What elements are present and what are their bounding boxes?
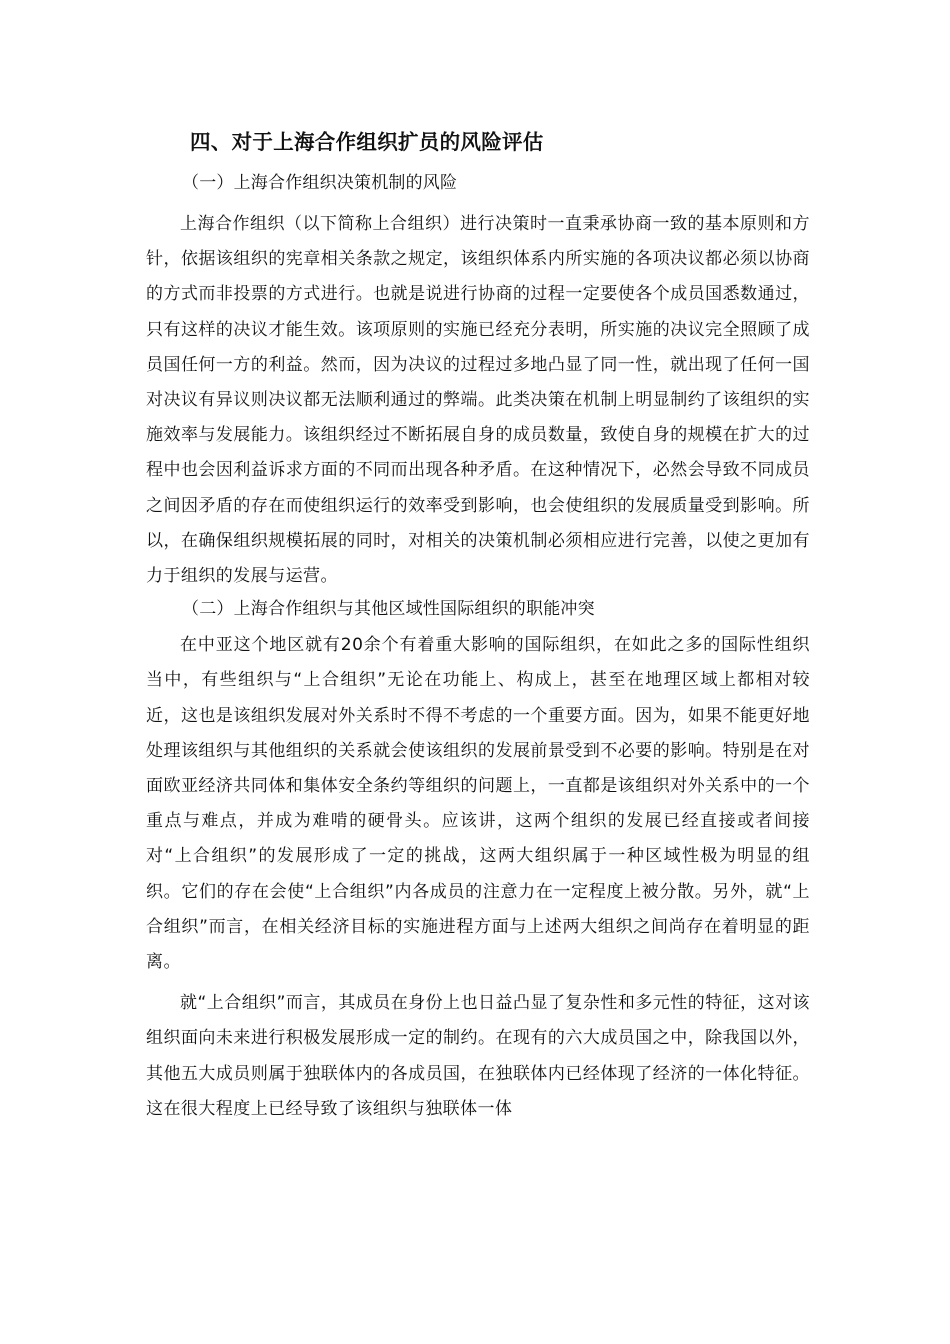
subsection-heading-2: （二）上海合作组织与其他区域性国际组织的职能冲突: [182, 599, 595, 620]
document-page: [146, 128, 810, 1127]
subsection-heading-1: （一）上海合作组织决策机制的风险: [182, 173, 458, 193]
paragraph-1: 上海合作组织（以下简称上合组织）进行决策时一直秉承协商一致的基本原则和方针，依据该组织的宪章相关条款之规定，该组织体系内所实施的各项决议都必须以协商的方式而非投票的方式进行。也就是说进行协商的过程一定要使各个成员国悉数通过，只有这样的决议才能生效。该项原则的实施已经充分表明，所实施的决议完全照顾了成员国任何一方的利益。然而，因为决议的过程过多地凸显了同一性，就出现了任何一国对决议有异议则决议都无法顺利通过的弊端。此类决策在机制上明显制约了该组织的实施效率与发展能力。该组织经过不断拓展自身的成员数量，致使自身的规模在扩大的过程中也会因利益诉求方面的不同而出现各种矛盾。在这种情况下，必然会导致不同成员之间因矛盾的存在而使组织运行的效率受到影响，也会使组织的发展质量受到影响。所以，在确保组织规模拓展的同时，对相关的决策机制必须相应进行完善，以使之更加有力于组织的发展与运营。: [146, 214, 810, 587]
paragraph-2: 在中亚这个地区就有20余个有着重大影响的国际组织，在如此之多的国际性组织当中，有些组织与“上合组织”无论在功能上、构成上，甚至在地理区域上都相对较近，这也是该组织发展对外关系时不得不考虑的一个重要方面。因为，如果不能更好地处理该组织与其他组织的关系就会使该组织的发展前景受到不必要的影响。特别是在对面欧亚经济共同体和集体安全条约等组织的问题上，一直都是该组织对外关系中的一个重点与难点，并成为难啃的硬骨头。应该讲，这两个组织的发展已经直接或者间接对“上合组织”的发展形成了一定的挑战，这两大组织属于一种区域性极为明显的组织。它们的存在会使“上合组织”内各成员的注意力在一定程度上被分散。另外，就“上合组织”而言，在相关经济目标的实施进程方面与上述两大组织之间尚存在着明显的距离。: [146, 635, 810, 973]
section-title: 四、对于上海合作组织扩员的风险评估: [190, 130, 544, 154]
paragraph-3: 就“上合组织”而言，其成员在身份上也日益凸显了复杂性和多元性的特征，这对该组织面向未来进行积极发展形成一定的制约。在现有的六大成员国之中，除我国以外，其他五大成员则属于独联体内的各成员国，在独联体内已经体现了经济的一体化特征。这在很大程度上已经导致了该组织与独联体一体: [146, 993, 810, 1119]
